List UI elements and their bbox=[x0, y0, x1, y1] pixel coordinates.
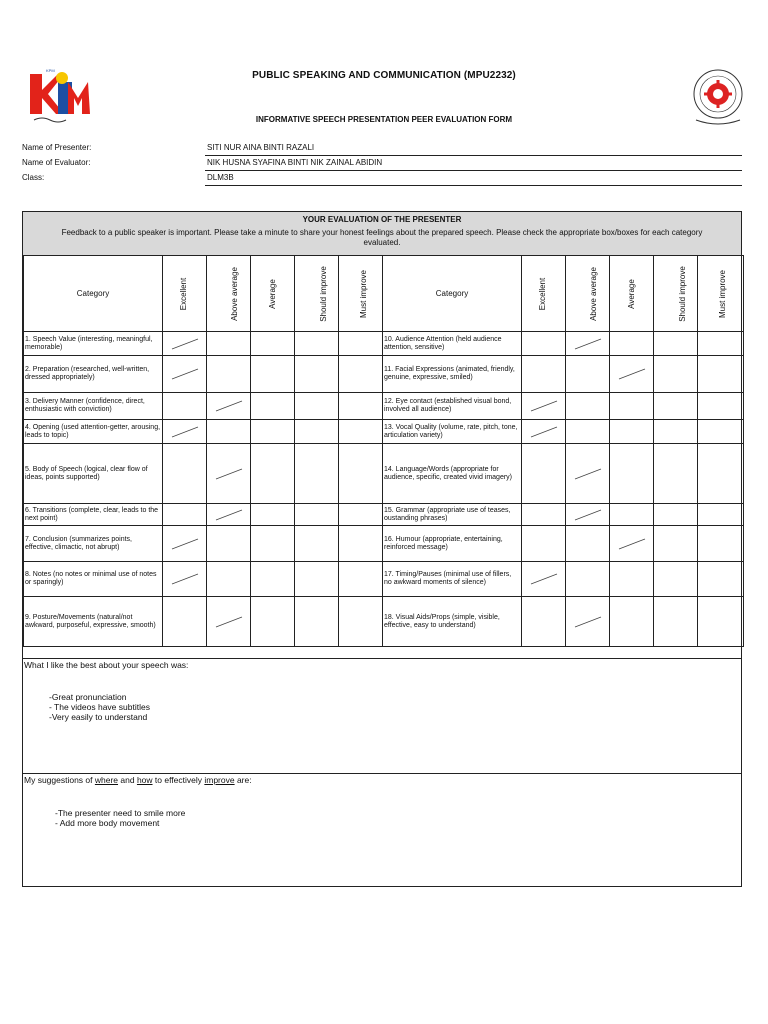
rating-checkbox[interactable] bbox=[610, 356, 654, 393]
table-row bbox=[24, 562, 744, 597]
rating-checkbox[interactable] bbox=[654, 420, 698, 444]
check-mark-icon bbox=[214, 399, 244, 413]
rating-checkbox[interactable] bbox=[698, 562, 744, 597]
evaluator-value: NIK HUSNA SYAFINA BINTI NIK ZAINAL ABIDIN bbox=[205, 158, 742, 171]
rating-checkbox[interactable] bbox=[698, 504, 744, 526]
rating-checkbox[interactable] bbox=[295, 356, 339, 393]
table-row bbox=[24, 332, 744, 356]
rating-checkbox[interactable] bbox=[654, 597, 698, 647]
rating-checkbox[interactable] bbox=[566, 526, 610, 562]
rating-checkbox[interactable] bbox=[566, 332, 610, 356]
rating-checkbox[interactable] bbox=[339, 393, 383, 420]
check-mark-icon bbox=[170, 337, 200, 351]
rating-checkbox[interactable] bbox=[207, 504, 251, 526]
rating-checkbox[interactable] bbox=[654, 526, 698, 562]
rating-header-label: Should improve bbox=[318, 265, 328, 322]
rating-checkbox[interactable] bbox=[654, 356, 698, 393]
rating-checkbox[interactable] bbox=[522, 526, 566, 562]
category-cell-right: 14. Language/Words (appropriate for audience, specific, created vivid imagery) bbox=[383, 444, 522, 504]
check-mark-icon bbox=[170, 572, 200, 586]
category-header-right: Category bbox=[383, 256, 522, 332]
best-item: -Great pronunciation bbox=[49, 692, 127, 702]
rating-checkbox[interactable] bbox=[163, 356, 207, 393]
rating-checkbox[interactable] bbox=[251, 332, 295, 356]
form-title: INFORMATIVE SPEECH PRESENTATION PEER EVALUATION FORM bbox=[255, 115, 513, 124]
form-heading: YOUR EVALUATION OF THE PRESENTER bbox=[302, 215, 462, 224]
course-title: PUBLIC SPEAKING AND COMMUNICATION (MPU2232) bbox=[252, 70, 516, 81]
table-row bbox=[24, 393, 744, 420]
rating-checkbox[interactable] bbox=[654, 393, 698, 420]
suggestions-section bbox=[23, 773, 741, 887]
rating-checkbox[interactable] bbox=[566, 562, 610, 597]
check-mark-icon bbox=[617, 537, 647, 551]
rating-checkbox[interactable] bbox=[522, 332, 566, 356]
rating-header-label: Average bbox=[267, 278, 277, 309]
table-row bbox=[24, 420, 744, 444]
rating-checkbox[interactable] bbox=[207, 562, 251, 597]
category-cell-right: 15. Grammar (appropriate use of teases, oustanding phrases) bbox=[383, 504, 522, 526]
check-mark-icon bbox=[170, 537, 200, 551]
rating-checkbox[interactable] bbox=[566, 420, 610, 444]
rating-header bbox=[698, 256, 744, 332]
table-row bbox=[24, 444, 744, 504]
rating-checkbox[interactable] bbox=[522, 597, 566, 647]
rating-checkbox[interactable] bbox=[566, 504, 610, 526]
rating-checkbox[interactable] bbox=[698, 420, 744, 444]
rating-checkbox[interactable] bbox=[251, 420, 295, 444]
form-instruction: Feedback to a public speaker is important. Please take a minute to share your honest feelings about the prepared speech. Please check the appropriate box/boxes for each category evaluated. bbox=[61, 228, 703, 247]
evaluator-label: Name of Evaluator: bbox=[22, 158, 91, 167]
category-cell-right: 16. Humour (appropriate, entertaining, reinforced message) bbox=[383, 526, 522, 562]
category-cell-right: 12. Eye contact (established visual bond, involved all audience) bbox=[383, 393, 522, 420]
rating-checkbox[interactable] bbox=[522, 562, 566, 597]
rating-checkbox[interactable] bbox=[698, 332, 744, 356]
rating-checkbox[interactable] bbox=[339, 504, 383, 526]
category-header-left: Category bbox=[24, 256, 163, 332]
rating-checkbox[interactable] bbox=[295, 504, 339, 526]
category-cell-left: 9. Posture/Movements (natural/not awkward, purposeful, expressive, smooth) bbox=[24, 597, 163, 647]
table-row bbox=[24, 504, 744, 526]
check-mark-icon bbox=[214, 467, 244, 481]
rating-checkbox[interactable] bbox=[610, 504, 654, 526]
rating-header bbox=[251, 256, 295, 332]
best-section bbox=[23, 658, 741, 773]
rating-header bbox=[654, 256, 698, 332]
rating-checkbox[interactable] bbox=[522, 504, 566, 526]
check-mark-icon bbox=[214, 508, 244, 522]
rating-checkbox[interactable] bbox=[163, 562, 207, 597]
rating-checkbox[interactable] bbox=[610, 597, 654, 647]
rating-checkbox[interactable] bbox=[610, 332, 654, 356]
rating-checkbox[interactable] bbox=[163, 597, 207, 647]
rating-checkbox[interactable] bbox=[163, 444, 207, 504]
rating-checkbox[interactable] bbox=[522, 444, 566, 504]
rating-header-label: Must improve bbox=[359, 269, 369, 318]
rating-checkbox[interactable] bbox=[698, 597, 744, 647]
category-cell-right: 18. Visual Aids/Props (simple, visible, effective, easy to understand) bbox=[383, 597, 522, 647]
rating-checkbox[interactable] bbox=[654, 332, 698, 356]
rating-checkbox[interactable] bbox=[163, 504, 207, 526]
check-mark-icon bbox=[529, 425, 559, 439]
rating-header-label: Average bbox=[626, 278, 636, 309]
rating-checkbox[interactable] bbox=[251, 393, 295, 420]
rating-checkbox[interactable] bbox=[698, 526, 744, 562]
rating-checkbox[interactable] bbox=[698, 444, 744, 504]
rating-header-label: Should improve bbox=[677, 265, 687, 322]
rating-header-label: Above average bbox=[588, 266, 598, 321]
presenter-value: SITI NUR AINA BINTI RAZALI bbox=[205, 143, 742, 156]
rating-header bbox=[207, 256, 251, 332]
category-cell-left: 4. Opening (used attention-getter, arousing, leads to topic) bbox=[24, 420, 163, 444]
rating-header bbox=[163, 256, 207, 332]
rating-checkbox[interactable] bbox=[610, 526, 654, 562]
class-label: Class: bbox=[22, 173, 45, 182]
evaluation-table bbox=[23, 255, 744, 647]
rating-checkbox[interactable] bbox=[610, 444, 654, 504]
category-cell-left: 3. Delivery Manner (confidence, direct, enthusiastic with conviction) bbox=[24, 393, 163, 420]
rating-checkbox[interactable] bbox=[207, 332, 251, 356]
rating-checkbox[interactable] bbox=[163, 420, 207, 444]
best-item: -Very easily to understand bbox=[49, 712, 148, 722]
rating-header bbox=[610, 256, 654, 332]
rating-checkbox[interactable] bbox=[339, 597, 383, 647]
rating-checkbox[interactable] bbox=[251, 356, 295, 393]
rating-checkbox[interactable] bbox=[163, 332, 207, 356]
table-row bbox=[24, 356, 744, 393]
rating-checkbox[interactable] bbox=[207, 444, 251, 504]
rating-checkbox[interactable] bbox=[251, 562, 295, 597]
category-cell-right: 17. Timing/Pauses (minimal use of fillers, no awkward moments of silence) bbox=[383, 562, 522, 597]
rating-checkbox[interactable] bbox=[654, 504, 698, 526]
check-mark-icon bbox=[617, 367, 647, 381]
rating-checkbox[interactable] bbox=[339, 526, 383, 562]
rating-header-label: Must improve bbox=[718, 269, 728, 318]
rating-checkbox[interactable] bbox=[295, 597, 339, 647]
rating-checkbox[interactable] bbox=[698, 393, 744, 420]
rating-checkbox[interactable] bbox=[251, 526, 295, 562]
check-mark-icon bbox=[529, 572, 559, 586]
rating-header bbox=[566, 256, 610, 332]
table-row bbox=[24, 526, 744, 562]
rating-header-label: Excellent bbox=[179, 277, 189, 310]
rating-checkbox[interactable] bbox=[251, 597, 295, 647]
rating-checkbox[interactable] bbox=[295, 444, 339, 504]
rating-checkbox[interactable] bbox=[339, 444, 383, 504]
category-cell-left: 6. Transitions (complete, clear, leads to the next point) bbox=[24, 504, 163, 526]
rating-checkbox[interactable] bbox=[522, 356, 566, 393]
category-cell-left: 5. Body of Speech (logical, clear flow of ideas, points supported) bbox=[24, 444, 163, 504]
rating-checkbox[interactable] bbox=[566, 356, 610, 393]
rating-checkbox[interactable] bbox=[566, 444, 610, 504]
check-mark-icon bbox=[170, 367, 200, 381]
check-mark-icon bbox=[214, 615, 244, 629]
evaluation-form bbox=[22, 211, 742, 887]
rating-checkbox[interactable] bbox=[654, 444, 698, 504]
rating-checkbox[interactable] bbox=[339, 562, 383, 597]
rating-checkbox[interactable] bbox=[163, 393, 207, 420]
rating-checkbox[interactable] bbox=[522, 393, 566, 420]
rating-checkbox[interactable] bbox=[566, 597, 610, 647]
check-mark-icon bbox=[573, 615, 603, 629]
rating-checkbox[interactable] bbox=[610, 562, 654, 597]
form-header bbox=[23, 212, 741, 256]
rating-checkbox[interactable] bbox=[207, 420, 251, 444]
best-heading: What I like the best about your speech was: bbox=[24, 660, 189, 670]
rating-checkbox[interactable] bbox=[566, 393, 610, 420]
presenter-label: Name of Presenter: bbox=[22, 143, 92, 152]
rating-checkbox[interactable] bbox=[295, 562, 339, 597]
category-cell-left: 2. Preparation (researched, well-written, dressed appropriately) bbox=[24, 356, 163, 393]
category-cell-right: 10. Audience Attention (held audience attention, sensitive) bbox=[383, 332, 522, 356]
rating-checkbox[interactable] bbox=[207, 526, 251, 562]
rating-checkbox[interactable] bbox=[251, 504, 295, 526]
check-mark-icon bbox=[170, 425, 200, 439]
rating-header-label: Above average bbox=[229, 266, 239, 321]
rating-checkbox[interactable] bbox=[610, 420, 654, 444]
rating-checkbox[interactable] bbox=[339, 420, 383, 444]
rating-header bbox=[295, 256, 339, 332]
rating-header bbox=[522, 256, 566, 332]
rating-checkbox[interactable] bbox=[295, 526, 339, 562]
rating-header-label: Excellent bbox=[538, 277, 548, 310]
rating-checkbox[interactable] bbox=[251, 444, 295, 504]
rating-checkbox[interactable] bbox=[698, 356, 744, 393]
rating-checkbox[interactable] bbox=[522, 420, 566, 444]
suggestion-item: -The presenter need to smile more bbox=[55, 808, 186, 818]
table-row bbox=[24, 597, 744, 647]
logo-lettering: KPM bbox=[46, 68, 55, 73]
best-item: - The videos have subtitles bbox=[49, 702, 150, 712]
rating-header bbox=[339, 256, 383, 332]
category-cell-left: 8. Notes (no notes or minimal use of notes or sparingly) bbox=[24, 562, 163, 597]
rating-checkbox[interactable] bbox=[295, 332, 339, 356]
table-header-row bbox=[24, 256, 744, 332]
rating-checkbox[interactable] bbox=[654, 562, 698, 597]
rating-checkbox[interactable] bbox=[207, 597, 251, 647]
rating-checkbox[interactable] bbox=[163, 526, 207, 562]
category-cell-right: 13. Vocal Quality (volume, rate, pitch, tone, articulation variety) bbox=[383, 420, 522, 444]
rating-checkbox[interactable] bbox=[339, 332, 383, 356]
check-mark-icon bbox=[573, 508, 603, 522]
suggestion-item: - Add more body movement bbox=[55, 818, 160, 828]
suggestions-heading: My suggestions of where and how to effectively improve are: bbox=[24, 775, 252, 785]
rating-checkbox[interactable] bbox=[610, 393, 654, 420]
category-cell-left: 7. Conclusion (summarizes points, effective, climactic, not abrupt) bbox=[24, 526, 163, 562]
check-mark-icon bbox=[573, 337, 603, 351]
check-mark-icon bbox=[573, 467, 603, 481]
check-mark-icon bbox=[529, 399, 559, 413]
rating-checkbox[interactable] bbox=[295, 393, 339, 420]
rating-checkbox[interactable] bbox=[207, 393, 251, 420]
category-cell-right: 11. Facial Expressions (animated, friendly, genuine, expressive, smiled) bbox=[383, 356, 522, 393]
rating-checkbox[interactable] bbox=[207, 356, 251, 393]
rating-checkbox[interactable] bbox=[339, 356, 383, 393]
category-cell-left: 1. Speech Value (interesting, meaningful, memorable) bbox=[24, 332, 163, 356]
class-value: DLM3B bbox=[205, 173, 742, 186]
rating-checkbox[interactable] bbox=[295, 420, 339, 444]
